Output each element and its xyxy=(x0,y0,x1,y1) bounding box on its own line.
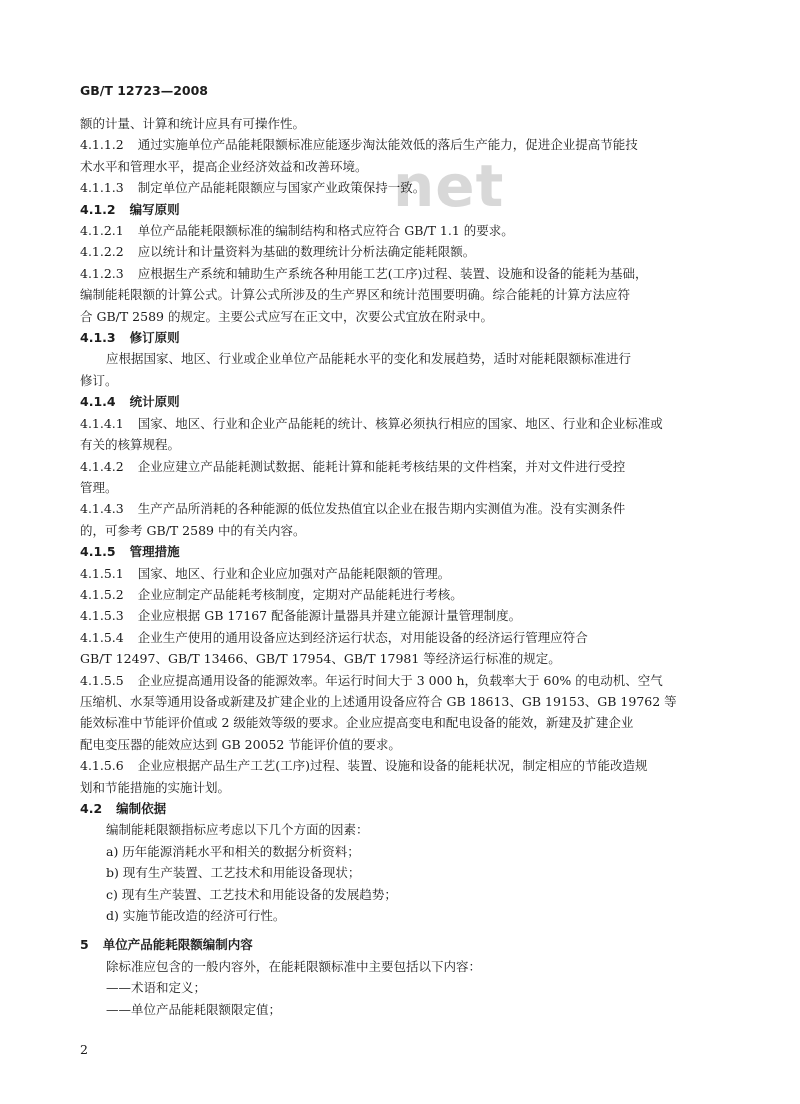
clause-number: 4.1.2.1 xyxy=(80,223,124,239)
section-number: 4.2 xyxy=(80,801,103,816)
clause-text: 企业应建立产品能耗测试数据、能耗计算和能耗考核结果的文件档案，并对文件进行受控 xyxy=(137,458,626,474)
clause-text: 国家、地区、行业和企业应加强对产品能耗限额的管理。 xyxy=(137,565,451,581)
indented-line: a) 历年能源消耗水平和相关的数据分析资料； xyxy=(106,843,360,859)
clause-number: 4.1.5.2 xyxy=(80,586,124,602)
indented-line: b) 现有生产装置、工艺技术和用能设备现状； xyxy=(106,865,361,881)
standard-header: GB/T 12723—2008 xyxy=(80,83,209,98)
clause xyxy=(80,563,720,584)
clause xyxy=(80,177,720,198)
indented-line: d) 实施节能改造的经济可行性。 xyxy=(106,908,286,924)
clause-number: 4.1.5.3 xyxy=(80,608,124,624)
text-line: 配电变压器的能效应达到 GB 20052 节能评价值的要求。 xyxy=(80,736,401,752)
clause-number: 4.1.5.1 xyxy=(80,565,124,581)
section-title: 编写原则 xyxy=(129,201,180,217)
text-line: 额的计量、计算和统计应具有可操作性。 xyxy=(80,116,306,131)
text-line: 编制能耗限额的计算公式。计算公式所涉及的生产界区和统计范围要明确。综合能耗的计算方法应符 xyxy=(80,287,631,303)
section-heading xyxy=(80,199,720,220)
clause-text: 企业应提高通用设备的能源效率。年运行时间大于 3 000 h，负载率大于 60% 的电动机、空气 xyxy=(137,672,663,688)
clause xyxy=(80,241,720,262)
clause xyxy=(80,498,720,519)
section-title: 管理措施 xyxy=(129,544,180,560)
indented-line: 除标准应包含的一般内容外，在能耗限额标准中主要包括以下内容： xyxy=(106,958,482,974)
clause xyxy=(80,627,720,648)
section-heading xyxy=(80,391,720,412)
clause xyxy=(80,605,720,626)
clause-number: 4.1.5.4 xyxy=(80,629,124,645)
clause-number: 4.1.2.2 xyxy=(80,244,124,260)
clause-text: 国家、地区、行业和企业产品能耗的统计、核算必须执行相应的国家、地区、行业和企业标准或 xyxy=(137,415,663,431)
clause xyxy=(80,670,720,691)
indented-line: ——术语和定义； xyxy=(106,980,207,996)
clause-text: 生产产品所消耗的各种能源的低位发热值宜以企业在报告期内实测值为准。没有实测条件 xyxy=(137,501,626,517)
text-line: GB/T 12497、GB/T 13466、GB/T 17954、GB/T 17981 等经济运行标准的规定。 xyxy=(80,651,561,667)
section-number: 4.1.3 xyxy=(80,330,116,346)
document-body xyxy=(80,113,720,1020)
clause-number: 4.1.1.3 xyxy=(80,180,124,196)
clause-number: 4.1.5.5 xyxy=(80,672,124,688)
clause-text: 应根据生产系统和辅助生产系统各种用能工艺(工序)过程、装置、设施和设备的能耗为基础， xyxy=(137,265,648,281)
indented-line: 应根据国家、地区、行业或企业单位产品能耗水平的变化和发展趋势，适时对能耗限额标准进行 xyxy=(106,351,632,367)
section-title: 编制依据 xyxy=(116,801,167,816)
clause-number: 4.1.2.3 xyxy=(80,265,124,281)
section-heading xyxy=(80,934,720,955)
clause xyxy=(80,456,720,477)
section-heading xyxy=(80,541,720,562)
clause xyxy=(80,584,720,605)
clause-text: 企业应制定产品能耗考核制度，定期对产品能耗进行考核。 xyxy=(137,586,463,602)
clause-text: 企业应根据产品生产工艺(工序)过程、装置、设施和设备的能耗状况，制定相应的节能改造规 xyxy=(137,758,648,774)
section-number: 5 xyxy=(80,937,89,953)
page-number: 2 xyxy=(80,1042,88,1057)
clause-text: 应以统计和计量资料为基础的数理统计分析法确定能耗限额。 xyxy=(137,244,476,260)
clause xyxy=(80,413,720,434)
clause-number: 4.1.4.3 xyxy=(80,501,124,517)
clause-text: 制定单位产品能耗限额应与国家产业政策保持一致。 xyxy=(137,180,426,196)
clause-number: 4.1.4.2 xyxy=(80,458,124,474)
clause xyxy=(80,263,720,284)
indented-line: ——单位产品能耗限额限定值； xyxy=(106,1001,282,1017)
clause-number: 4.1.1.2 xyxy=(80,137,124,153)
text-line: 的，可参考 GB/T 2589 中的有关内容。 xyxy=(80,522,306,538)
clause xyxy=(80,755,720,776)
section-number: 4.1.2 xyxy=(80,201,116,217)
section-title: 统计原则 xyxy=(129,394,180,410)
watermark: net xyxy=(393,152,505,220)
text-line: 术水平和管理水平，提高企业经济效益和改善环境。 xyxy=(80,158,368,174)
clause-text: 企业生产使用的通用设备应达到经济运行状态，对用能设备的经济运行管理应符合 xyxy=(137,629,588,645)
clause xyxy=(80,134,720,155)
section-number: 4.1.5 xyxy=(80,544,116,560)
text-line: 压缩机、水泵等通用设备或新建及扩建企业的上述通用设备应符合 GB 18613、GB 19153、GB 19762 等 xyxy=(80,693,677,709)
text-line: 划和节能措施的实施计划。 xyxy=(80,779,231,795)
clause-text: 通过实施单位产品能耗限额标准应能逐步淘汰能效低的落后生产能力，促进企业提高节能技 xyxy=(137,137,638,153)
clause-text: 企业应根据 GB 17167 配备能源计量器具并建立能源计量管理制度。 xyxy=(137,608,522,624)
text-line: 有关的核算规程。 xyxy=(80,437,181,453)
text-line: 合 GB/T 2589 的规定。主要公式应写在正文中，次要公式宜放在附录中。 xyxy=(80,308,493,324)
indented-line: 编制能耗限额指标应考虑以下几个方面的因素： xyxy=(106,822,369,838)
clause-number: 4.1.5.6 xyxy=(80,758,124,774)
section-heading xyxy=(80,798,720,819)
section-title: 修订原则 xyxy=(129,330,180,346)
section-number: 4.1.4 xyxy=(80,394,116,410)
indented-line: c) 现有生产装置、工艺技术和用能设备的发展趋势； xyxy=(106,886,397,902)
text-line: 能效标准中节能评价值或 2 级能效等级的要求。企业应提高变电和配电设备的能效，新建及扩建企业 xyxy=(80,715,634,731)
clause-text: 单位产品能耗限额标准的编制结构和格式应符合 GB/T 1.1 的要求。 xyxy=(137,223,514,239)
section-heading xyxy=(80,327,720,348)
text-line: 修订。 xyxy=(80,372,118,388)
section-title: 单位产品能耗限额编制内容 xyxy=(102,937,253,953)
text-line: 管理。 xyxy=(80,479,118,495)
clause xyxy=(80,220,720,241)
clause-number: 4.1.4.1 xyxy=(80,415,124,431)
